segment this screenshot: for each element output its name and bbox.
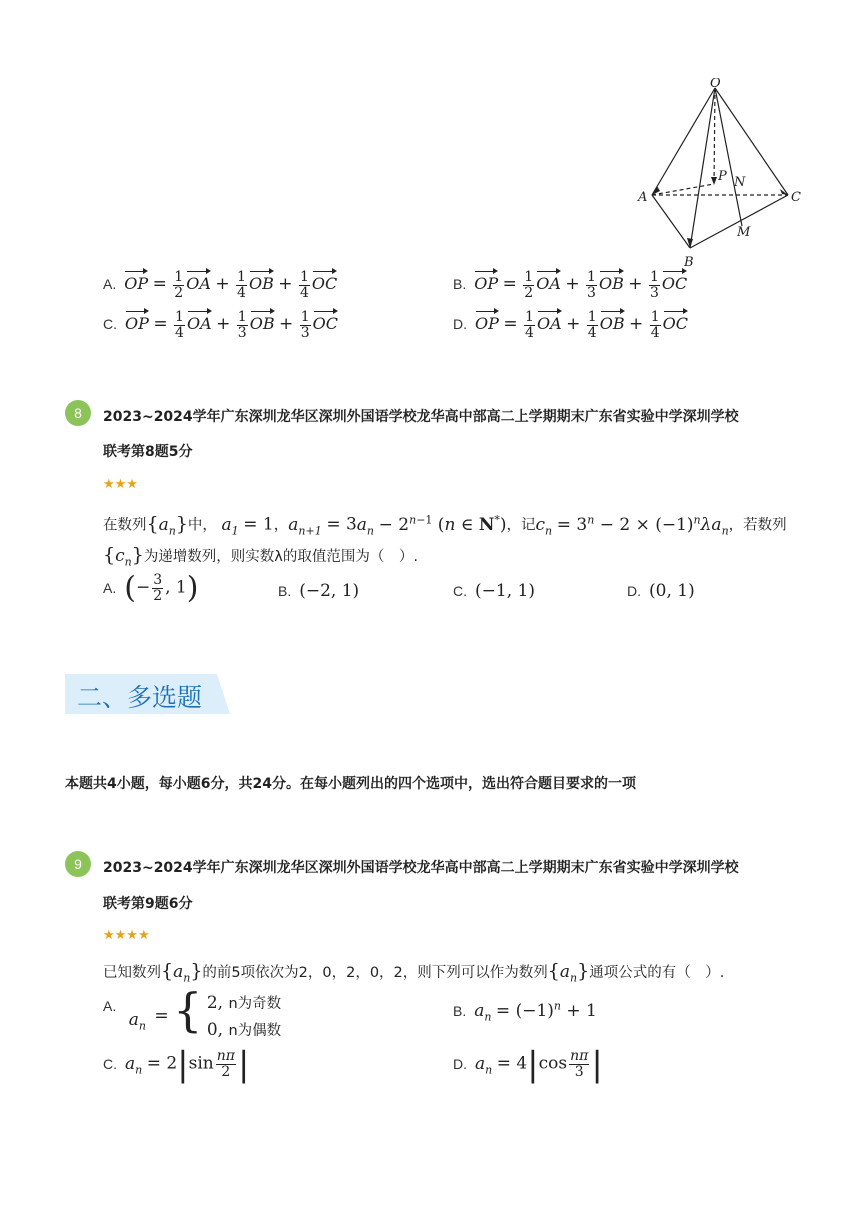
question-source-line2: 联考第9题6分 xyxy=(103,896,193,912)
option-letter: C. xyxy=(103,316,117,332)
option-letter: C. xyxy=(103,1055,117,1072)
label-M: M xyxy=(737,225,751,240)
label-N: N xyxy=(734,175,746,190)
option-letter: D. xyxy=(453,1055,467,1072)
case-text: n为偶数 xyxy=(228,1023,282,1039)
label-A: A xyxy=(638,190,648,205)
option-A[interactable]: A. (− $\frac{3}{2}$ , 1) xyxy=(103,570,199,606)
stem-text: 在数列 xyxy=(103,517,147,534)
label-O: O xyxy=(710,78,721,91)
option-value: (−1, 1) xyxy=(475,581,535,601)
stem-text: 为递增数列，则实数λ的取值范围为（ ）. xyxy=(143,549,419,565)
option-B[interactable] xyxy=(278,581,359,602)
option-letter: D. xyxy=(453,316,467,332)
option-letter: D. xyxy=(627,583,641,599)
tetrahedron-figure xyxy=(630,78,810,273)
stem-text: ，记 xyxy=(506,517,536,534)
section-instructions: 本题共4小题，每小题6分，共24分。在每小题列出的四个选项中，选出符合题目要求的一项 xyxy=(65,776,636,792)
stem-text: ，若数列 xyxy=(728,517,787,534)
question-stem: 在数列$\{a_n\}$中， $a_1 = 1$，$a_{n+1} = 3a_n - 2^{n-1}$ (n ∈ N*)，记$c_n = 3^n - 2 \times (-1)^n\lambda a_n$，若数列 xyxy=(103,512,787,538)
option-D[interactable]: D. OP = $\frac{1}{4}$ OA + $\frac{1}{4}$ OB + $\frac{1}{4}$ OC xyxy=(453,308,689,341)
option-B[interactable]: B. OP = $\frac{1}{2}$ OA + $\frac{1}{3}$ OB + $\frac{1}{3}$ OC xyxy=(453,268,688,301)
option-value: (−2, 1) xyxy=(299,581,360,601)
option-C[interactable]: C. OP = $\frac{1}{4}$ OA + $\frac{1}{3}$ OB + $\frac{1}{3}$ OC xyxy=(103,308,339,341)
option-letter: A. xyxy=(103,998,117,1014)
label-P: P xyxy=(718,169,727,184)
case-text: n为奇数 xyxy=(228,996,282,1012)
stem-text: 的前5项依次为2，0，2，0，2，则下列可以作为数列 xyxy=(202,965,548,981)
section-title: 二、多选题 xyxy=(77,683,203,712)
option-A[interactable]: A. OP = $\frac{1}{2}$ OA + $\frac{1}{4}$ OB + $\frac{1}{4}$ OC xyxy=(103,268,338,301)
option-C[interactable] xyxy=(453,581,535,602)
option-letter: C. xyxy=(453,583,467,599)
option-letter: B. xyxy=(278,583,292,599)
stem-text: 已知数列 xyxy=(103,965,161,981)
option-A[interactable]: A. $a_n$ = { 2, n为奇数 0, n为偶数 xyxy=(103,983,282,1040)
option-letter: B. xyxy=(453,1002,467,1019)
label-B: B xyxy=(684,255,694,270)
section-header xyxy=(65,674,230,714)
label-C: C xyxy=(791,190,801,205)
option-C[interactable]: C. $a_n = 2|\sin$ $\frac{n\pi}{2}$ | xyxy=(103,1044,250,1085)
question-stem: 已知数列$\{a_n\}$的前5项依次为2，0，2，0，2，则下列可以作为数列$\{a_n\}$通项公式的有（ ）. xyxy=(103,960,725,985)
option-D[interactable] xyxy=(627,581,695,602)
option-letter: A. xyxy=(103,276,117,292)
question-stem-line2: $\{c_n\}$为递增数列，则实数λ的取值范围为（ ）. xyxy=(103,544,419,569)
option-letter: A. xyxy=(103,579,117,596)
option-B[interactable]: B. $a_n = (-1)^n + 1$ xyxy=(453,999,597,1024)
stem-text: 通项公式的有（ ）. xyxy=(589,965,725,981)
option-letter: B. xyxy=(453,276,467,292)
question-source-line2: 联考第8题5分 xyxy=(103,444,193,460)
option-value: (0, 1) xyxy=(649,581,695,601)
question-source-line1: 2023~2024学年广东深圳龙华区深圳外国语学校龙华高中部高二上学期期末广东省实验中学深圳学校 xyxy=(103,860,739,876)
question-number-badge: 8 xyxy=(65,400,91,426)
difficulty-stars: ★★★★ xyxy=(103,928,150,943)
option-D[interactable]: D. $a_n = 4|\cos$ $\frac{n\pi}{3}$ | xyxy=(453,1044,603,1085)
question-source-line1: 2023~2024学年广东深圳龙华区深圳外国语学校龙华高中部高二上学期期末广东省实验中学深圳学校 xyxy=(103,409,739,425)
stem-text: 中， xyxy=(187,517,217,534)
question-number-badge: 9 xyxy=(65,851,91,877)
difficulty-stars: ★★★ xyxy=(103,477,138,492)
